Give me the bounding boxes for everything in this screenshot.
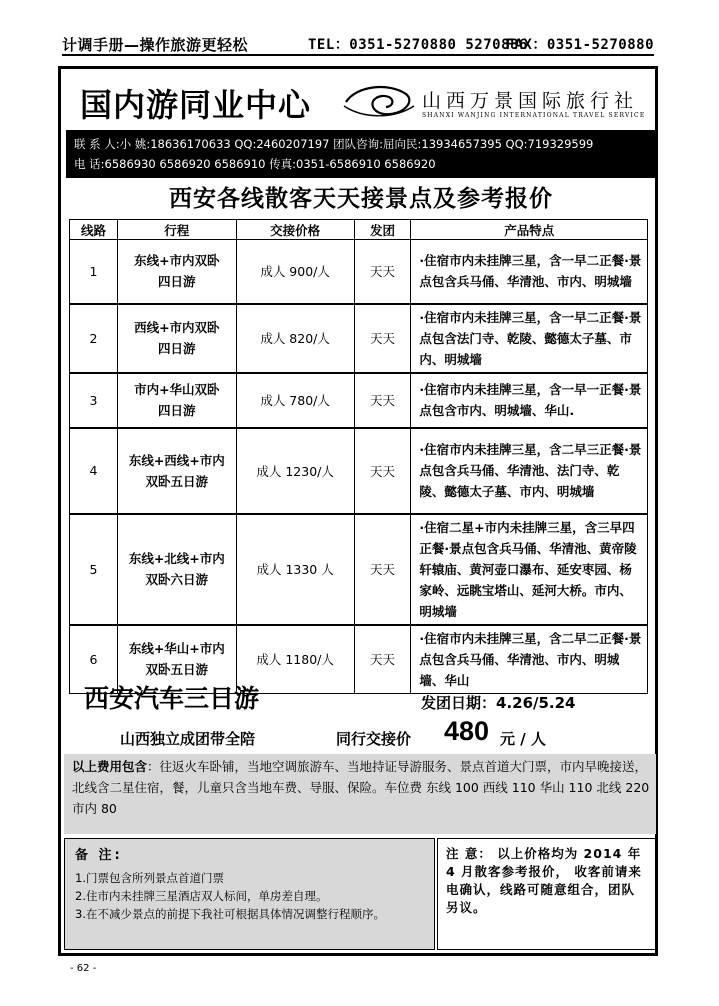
header-features: 产品特点 <box>411 220 648 240</box>
bus-depart-dates: 发团日期：4.26/5.24 <box>421 694 576 712</box>
price: 成人 1330 人 <box>236 514 354 625</box>
swirl-logo-icon <box>342 78 418 124</box>
contact-line-2: 电 话:6586930 6586920 6586910 传真:0351-6586910 6586920 <box>74 157 436 171</box>
header-trip: 行程 <box>117 220 236 240</box>
features: ·住宿市内未挂牌三星，含一早二正餐·景点包含法门寺、乾陵、懿德太子墓、市内、明城墙 <box>411 304 648 373</box>
bus-leader-note: 山西独立成团带全陪 <box>120 730 256 748</box>
trip-name: 东线+市内双卧 四日游 <box>117 240 236 304</box>
agency-name: 山西万景国际旅行社 <box>422 90 639 112</box>
main-title: 西安各线散客天天接景点及参考报价 <box>169 186 553 212</box>
trip-name: 西线+市内双卧 四日游 <box>117 304 236 373</box>
note-item: 2.住市内未挂牌三星酒店双人标间，单房差自理。 <box>75 889 328 903</box>
brand-title: 国内游同业中心 <box>80 86 312 124</box>
bus-price: 480 <box>444 716 490 746</box>
price: 成人 820/人 <box>236 304 354 373</box>
contact-strip <box>66 130 656 178</box>
top-bar <box>62 30 654 56</box>
fee-inclusion-box <box>64 754 656 834</box>
bus-price-label: 同行交接价 <box>336 730 412 748</box>
table-row <box>70 304 648 373</box>
fee-text: ：往返火车卧铺，当地空调旅游车、当地持证导游服务、景点首道大门票，市内早晚接送，北线含二星住宿，餐，儿童只含当地车费、导服、保险。车位费 东线 100 西线 110 华山 110 北线 220 市内 80 <box>72 759 650 816</box>
page-number: - 62 - <box>70 963 97 974</box>
price: 成人 900/人 <box>236 240 354 304</box>
depart: 天天 <box>354 625 411 694</box>
note-item: 1.门票包含所列景点首道门票 <box>75 871 224 885</box>
notes-box <box>64 838 435 950</box>
attention-box: 注 意： 以上价格均为 2014 年 4 月散客参考报价， 收客前请来电确认，线路可随意组合，团队另议。 <box>437 838 656 950</box>
header <box>66 74 656 130</box>
depart: 天天 <box>354 428 411 514</box>
trip-name: 东线+华山+市内 双卧五日游 <box>117 625 236 694</box>
route-number: 4 <box>70 428 118 514</box>
trip-name: 市内+华山双卧 四日游 <box>117 373 236 428</box>
trip-name: 东线+北线+市内 双卧六日游 <box>117 514 236 625</box>
table-row <box>70 373 648 428</box>
price: 成人 780/人 <box>236 373 354 428</box>
header-route: 线路 <box>70 220 118 240</box>
price: 成人 1230/人 <box>236 428 354 514</box>
table-header-row <box>70 220 648 240</box>
table-row <box>70 514 648 625</box>
route-number: 3 <box>70 373 118 428</box>
depart: 天天 <box>354 514 411 625</box>
features: ·住宿二星+市内未挂牌三星，含三早四正餐·景点包含兵马俑、华清池、黄帝陵轩辕庙、黄河壶口瀑布、延安枣园、杨家岭、远眺宝塔山、延河大桥。市内、明城墙 <box>411 514 648 625</box>
slogan: 计调手册—操作旅游更轻松 <box>62 36 249 54</box>
fax-number: FAX：0351-5270880 <box>505 37 654 53</box>
agency-name-en: SHANXI WANJING INTERNATIONAL TRAVEL SERVICE <box>422 112 646 119</box>
route-number: 1 <box>70 240 118 304</box>
route-number: 5 <box>70 514 118 625</box>
features: ·住宿市内未挂牌三星，含一早二正餐·景点包含兵马俑、华清池、市内、明城墙 <box>411 240 648 304</box>
table-row <box>70 240 648 304</box>
fee-label: 以上费用包含 <box>72 759 148 774</box>
features: ·住宿市内未挂牌三星，含一早一正餐·景点包含市内、明城墙、华山. <box>411 373 648 428</box>
note-item: 3.在不减少景点的前提下我社可根据具体情况调整行程顺序。 <box>75 907 385 921</box>
route-number: 2 <box>70 304 118 373</box>
routes-table <box>69 219 648 694</box>
price: 成人 1180/人 <box>236 625 354 694</box>
table-row <box>70 428 648 514</box>
header-depart: 发团 <box>354 220 411 240</box>
header-price: 交接价格 <box>236 220 354 240</box>
depart: 天天 <box>354 373 411 428</box>
route-number: 6 <box>70 625 118 694</box>
contact-line-1: 联 系 人:小 姚:18636170633 QQ:2460207197 团队咨询:屈向民:13934657395 QQ:719329599 <box>74 137 594 151</box>
bus-tour-title: 西安汽车三日游 <box>84 684 260 713</box>
notes-title: 备 注: <box>75 848 123 863</box>
tel-numbers: TEL：0351-5270880 5270886 <box>308 37 528 53</box>
depart: 天天 <box>354 240 411 304</box>
features: ·住宿市内未挂牌三星，含二早三正餐·景点包含兵马俑、华清池、法门寺、乾陵、懿德太子墓、市内、明城墙 <box>411 428 648 514</box>
trip-name: 东线+西线+市内 双卧五日游 <box>117 428 236 514</box>
features: ·住宿市内未挂牌三星，含二早二正餐·景点包含兵马俑、华清池、市内、明城墙、华山 <box>411 625 648 694</box>
depart: 天天 <box>354 304 411 373</box>
bus-price-unit: 元 / 人 <box>500 730 546 748</box>
